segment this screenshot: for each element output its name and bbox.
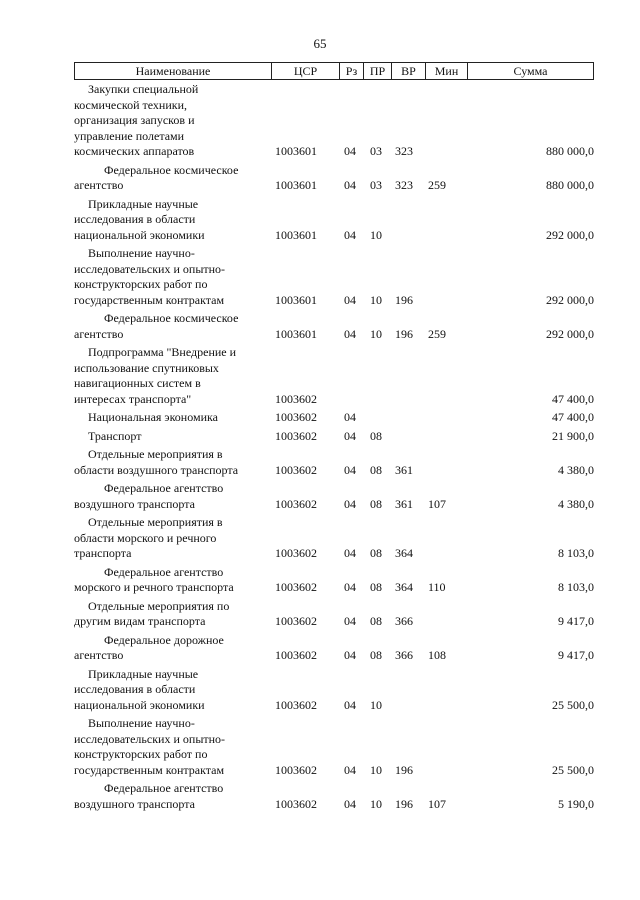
row-name-line: агентство <box>74 326 124 341</box>
row-pr: 08 <box>370 648 382 662</box>
row-name-line: конструкторских работ по <box>74 747 208 761</box>
table-row <box>74 667 594 714</box>
row-name-line: Федеральное дорожное <box>104 632 224 647</box>
row-vr: 196 <box>395 796 413 811</box>
row-rz: 04 <box>344 648 356 662</box>
row-pr: 10 <box>370 796 382 811</box>
row-sum: 4 380,0 <box>558 462 594 477</box>
header-vr: ВР <box>391 63 425 79</box>
row-name-line: Прикладные научные <box>88 666 199 681</box>
row-csr: 1003601 <box>275 178 317 192</box>
row-name-line: космических аппаратов <box>74 144 195 158</box>
row-pr: 03 <box>370 144 382 158</box>
row-sum: 47 400,0 <box>552 410 594 424</box>
header-min: Мин <box>425 63 467 79</box>
row-csr: 1003601 <box>275 292 317 307</box>
row-name-line: Закупки специальной <box>88 82 199 96</box>
row-name-line: Федеральное агентство <box>104 481 224 495</box>
row-name-line: Федеральное космическое <box>104 162 239 177</box>
row-name <box>74 163 270 194</box>
row-name-line: Транспорт <box>88 428 142 443</box>
row-name-line: Выполнение научно- <box>88 246 195 260</box>
budget-table <box>74 62 594 815</box>
row-name-line: другим видам транспорта <box>74 614 206 628</box>
row-pr: 03 <box>370 178 382 192</box>
row-pr: 10 <box>370 326 382 341</box>
row-name-line: космической техники, <box>74 97 187 112</box>
row-pr: 10 <box>370 292 382 307</box>
row-sum: 25 500,0 <box>552 762 594 777</box>
row-csr: 1003602 <box>275 496 317 511</box>
row-name <box>74 565 270 596</box>
row-vr: 361 <box>395 462 413 477</box>
row-name-line: Федеральное агентство <box>104 781 224 795</box>
row-vr: 361 <box>395 496 413 511</box>
header-pr: ПР <box>363 63 391 79</box>
row-pr: 08 <box>370 462 382 477</box>
table-row <box>74 716 594 778</box>
row-name-line: государственным контрактам <box>74 292 225 307</box>
table-row <box>74 410 594 426</box>
row-pr: 08 <box>370 546 382 560</box>
row-name <box>74 345 270 407</box>
row-name-line: Прикладные научные <box>88 196 199 211</box>
row-name <box>74 481 270 512</box>
row-sum: 9 417,0 <box>558 648 594 662</box>
row-pr: 08 <box>370 428 382 443</box>
row-name <box>74 599 270 630</box>
row-rz: 04 <box>344 762 356 777</box>
row-name <box>74 410 270 426</box>
table-row <box>74 447 594 478</box>
row-min: 110 <box>428 580 446 594</box>
row-sum: 880 000,0 <box>546 178 594 192</box>
table-row <box>74 345 594 407</box>
row-name <box>74 633 270 664</box>
row-csr: 1003601 <box>275 227 317 242</box>
row-csr: 1003602 <box>275 580 317 594</box>
row-pr: 08 <box>370 496 382 511</box>
row-csr: 1003601 <box>275 326 317 341</box>
row-name-line: Подпрограмма "Внедрение и <box>88 345 237 359</box>
table-header <box>74 62 594 80</box>
row-name-line: управление полетами <box>74 128 185 143</box>
row-name-line: национальной экономики <box>74 227 205 242</box>
table-body <box>74 82 594 812</box>
row-rz: 04 <box>344 326 356 341</box>
row-rz: 04 <box>344 144 356 158</box>
row-csr: 1003601 <box>275 144 317 158</box>
table-row <box>74 481 594 512</box>
row-sum: 8 103,0 <box>558 546 594 560</box>
row-name-line: области воздушного транспорта <box>74 462 239 477</box>
row-min: 108 <box>428 648 446 662</box>
row-csr: 1003602 <box>275 546 317 560</box>
row-name <box>74 781 270 812</box>
row-rz: 04 <box>344 697 356 712</box>
row-rz: 04 <box>344 292 356 307</box>
row-sum: 4 380,0 <box>558 496 594 511</box>
row-name-line: морского и речного транспорта <box>74 580 234 594</box>
row-rz: 04 <box>344 428 356 443</box>
row-name <box>74 82 270 160</box>
row-vr: 364 <box>395 546 413 560</box>
table-row <box>74 781 594 812</box>
row-sum: 21 900,0 <box>552 428 594 443</box>
header-sum: Сумма <box>467 63 593 79</box>
row-rz: 04 <box>344 410 356 424</box>
row-vr: 323 <box>395 178 413 192</box>
row-rz: 04 <box>344 546 356 560</box>
row-vr: 323 <box>395 144 413 158</box>
row-pr: 08 <box>370 580 382 594</box>
row-csr: 1003602 <box>275 462 317 477</box>
table-row <box>74 246 594 308</box>
row-sum: 292 000,0 <box>546 326 594 341</box>
row-name <box>74 716 270 778</box>
row-name-line: воздушного транспорта <box>74 796 195 811</box>
row-name <box>74 447 270 478</box>
row-vr: 196 <box>395 292 413 307</box>
row-rz: 04 <box>344 462 356 477</box>
row-sum: 880 000,0 <box>546 144 594 158</box>
row-name-line: агентство <box>74 648 124 662</box>
row-name-line: государственным контрактам <box>74 762 225 777</box>
table-row <box>74 311 594 342</box>
row-name-line: национальной экономики <box>74 697 205 712</box>
row-pr: 10 <box>370 227 382 242</box>
row-name-line: исследовательских и опытно- <box>74 261 226 276</box>
row-pr: 10 <box>370 697 382 712</box>
row-name <box>74 667 270 714</box>
row-csr: 1003602 <box>275 428 317 443</box>
row-sum: 9 417,0 <box>558 614 594 628</box>
row-name <box>74 429 270 445</box>
row-rz: 04 <box>344 796 356 811</box>
row-name-line: использование спутниковых <box>74 360 219 375</box>
header-rz: Рз <box>339 63 363 79</box>
table-row <box>74 633 594 664</box>
row-name-line: конструкторских работ по <box>74 277 208 291</box>
row-pr: 10 <box>370 762 382 777</box>
row-rz: 04 <box>344 614 356 628</box>
row-min: 107 <box>428 496 446 511</box>
page-number: 65 <box>313 36 327 51</box>
row-sum: 47 400,0 <box>552 391 594 406</box>
row-name-line: Отдельные мероприятия по <box>88 598 230 613</box>
row-name-line: агентство <box>74 178 124 192</box>
row-sum: 25 500,0 <box>552 697 594 712</box>
header-csr: ЦСР <box>271 63 339 79</box>
row-min: 259 <box>428 326 446 341</box>
header-name: Наименование <box>135 64 211 78</box>
row-csr: 1003602 <box>275 697 317 712</box>
row-csr: 1003602 <box>275 796 317 811</box>
row-sum: 8 103,0 <box>558 580 594 594</box>
row-name-line: транспорта <box>74 546 132 560</box>
table-row <box>74 163 594 194</box>
row-vr: 366 <box>395 648 413 662</box>
row-name <box>74 197 270 244</box>
row-vr: 196 <box>395 326 413 341</box>
row-csr: 1003602 <box>275 648 317 662</box>
table-row <box>74 429 594 445</box>
row-csr: 1003602 <box>275 410 317 424</box>
row-rz: 04 <box>344 178 356 192</box>
row-name-line: исследования в области <box>74 212 196 226</box>
row-vr: 196 <box>395 762 413 777</box>
row-sum: 292 000,0 <box>546 227 594 242</box>
row-csr: 1003602 <box>275 614 317 628</box>
row-name-line: Выполнение научно- <box>88 716 195 730</box>
row-vr: 366 <box>395 614 413 628</box>
row-sum: 292 000,0 <box>546 292 594 307</box>
row-name <box>74 246 270 308</box>
table-row <box>74 197 594 244</box>
row-name <box>74 311 270 342</box>
row-name-line: исследования в области <box>74 682 196 696</box>
row-min: 259 <box>428 178 446 192</box>
table-row <box>74 82 594 160</box>
row-rz: 04 <box>344 580 356 594</box>
row-name-line: Федеральное агентство <box>104 564 224 579</box>
row-csr: 1003602 <box>275 762 317 777</box>
row-name-line: Отдельные мероприятия в <box>88 447 223 461</box>
row-name-line: Национальная экономика <box>88 410 218 424</box>
row-rz: 04 <box>344 227 356 242</box>
row-name-line: Федеральное космическое <box>104 311 239 325</box>
row-name-line: области морского и речного <box>74 530 217 545</box>
table-row <box>74 565 594 596</box>
row-name-line: навигационных систем в <box>74 376 201 390</box>
row-name <box>74 515 270 562</box>
row-name-line: исследовательских и опытно- <box>74 731 226 746</box>
row-name-line: воздушного транспорта <box>74 496 195 511</box>
row-sum: 5 190,0 <box>558 796 594 811</box>
row-name-line: Отдельные мероприятия в <box>88 515 223 529</box>
row-csr: 1003602 <box>275 391 317 406</box>
row-rz: 04 <box>344 496 356 511</box>
row-name-line: интересах транспорта" <box>74 391 192 406</box>
row-vr: 364 <box>395 580 413 594</box>
table-row <box>74 515 594 562</box>
row-name-line: организация запусков и <box>74 113 195 127</box>
table-row <box>74 599 594 630</box>
row-min: 107 <box>428 796 446 811</box>
row-pr: 08 <box>370 614 382 628</box>
